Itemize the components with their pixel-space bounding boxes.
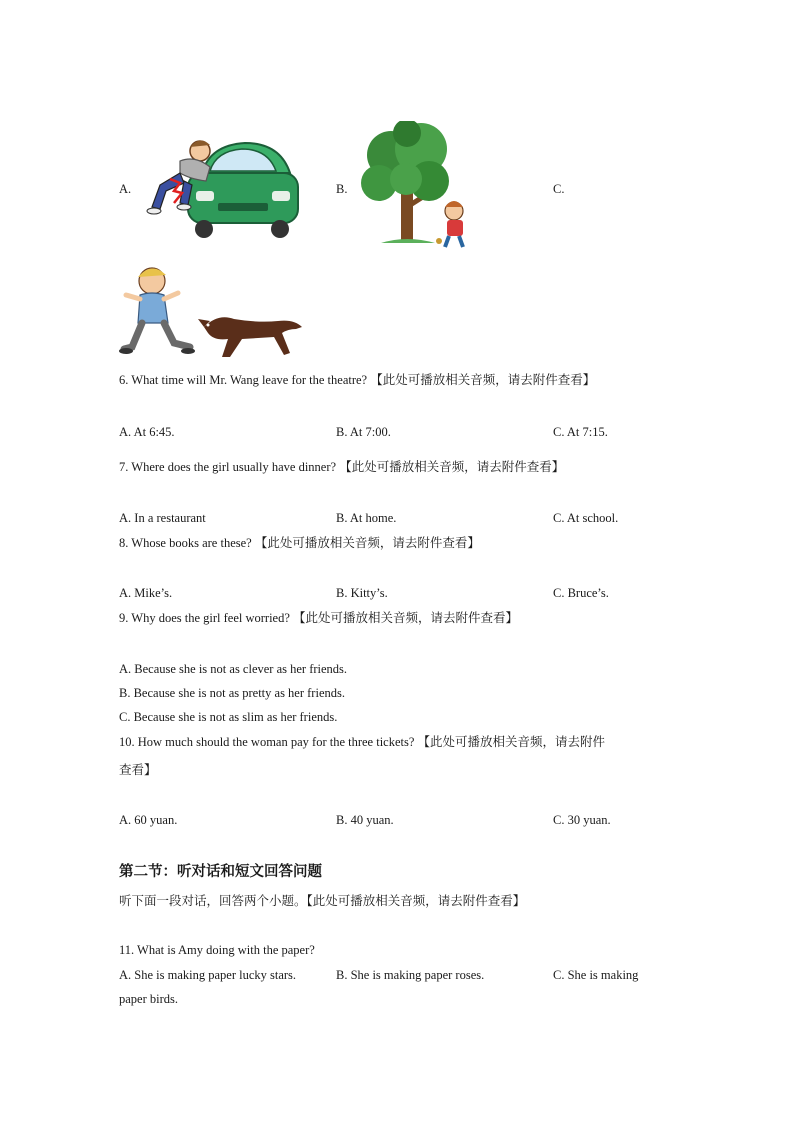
- option-label-a: A.: [119, 182, 132, 196]
- q11-option-c-continued: paper birds.: [119, 992, 179, 1006]
- q11-option-b: B. She is making paper roses.: [336, 968, 485, 982]
- question-7-stem: 7. Where does the girl usually have dinner?: [119, 460, 337, 474]
- q7-option-c: C. At school.: [553, 511, 619, 525]
- q7-option-a: A. In a restaurant: [119, 511, 206, 525]
- audio-link-continued[interactable]: 查看】: [119, 762, 157, 777]
- car-accident-illustration: [140, 133, 302, 241]
- q6-option-b: B. At 7:00.: [336, 425, 391, 439]
- question-9-stem: 9. Why does the girl feel worried?: [119, 611, 290, 625]
- question-7: [119, 459, 564, 475]
- q11-option-a: A. She is making paper lucky stars.: [119, 968, 297, 982]
- section-heading: 第二节：听对话和短文回答问题: [119, 864, 322, 880]
- q8-option-b: B. Kitty’s.: [336, 586, 388, 600]
- audio-link[interactable]: 【此处可播放相关音频，请去附件查看】: [254, 535, 480, 550]
- question-11-stem: 11. What is Amy doing with the paper?: [119, 943, 315, 957]
- q6-option-a: A. At 6:45.: [119, 425, 175, 439]
- option-label-c: C.: [553, 182, 565, 196]
- q10-option-c: C. 30 yuan.: [553, 813, 611, 827]
- boy-chased-by-dog-illustration: [118, 263, 304, 363]
- question-6: [119, 372, 595, 388]
- section-instruction: 听下面一段对话，回答两个小题。【此处可播放相关音频，请去附件查看】: [119, 893, 526, 908]
- q11-option-c: C. She is making: [553, 968, 639, 982]
- q8-option-c: C. Bruce’s.: [553, 586, 609, 600]
- q6-option-c: C. At 7:15.: [553, 425, 608, 439]
- question-6-stem: 6. What time will Mr. Wang leave for the theatre?: [119, 373, 368, 387]
- question-9: [119, 610, 518, 626]
- tree-fall-illustration: [351, 121, 471, 255]
- q9-option-c: C. Because she is not as slim as her friends.: [119, 710, 338, 724]
- audio-link[interactable]: 【此处可播放相关音频，请去附件查看】: [370, 372, 596, 387]
- audio-link[interactable]: 【此处可播放相关音频，请去附件: [417, 734, 606, 749]
- option-label-b: B.: [336, 182, 348, 196]
- question-8: [119, 535, 480, 551]
- question-10: [119, 734, 605, 750]
- q10-option-a: A. 60 yuan.: [119, 813, 178, 827]
- q8-option-a: A. Mike’s.: [119, 586, 173, 600]
- q9-option-a: A. Because she is not as clever as her friends.: [119, 662, 348, 676]
- question-10-stem: 10. How much should the woman pay for the three tickets?: [119, 735, 415, 749]
- audio-link[interactable]: 【此处可播放相关音频，请去附件查看】: [339, 459, 565, 474]
- q9-option-b: B. Because she is not as pretty as her friends.: [119, 686, 345, 700]
- q10-option-b: B. 40 yuan.: [336, 813, 394, 827]
- question-8-stem: 8. Whose books are these?: [119, 536, 252, 550]
- audio-link[interactable]: 【此处可播放相关音频，请去附件查看】: [293, 610, 519, 625]
- q7-option-b: B. At home.: [336, 511, 397, 525]
